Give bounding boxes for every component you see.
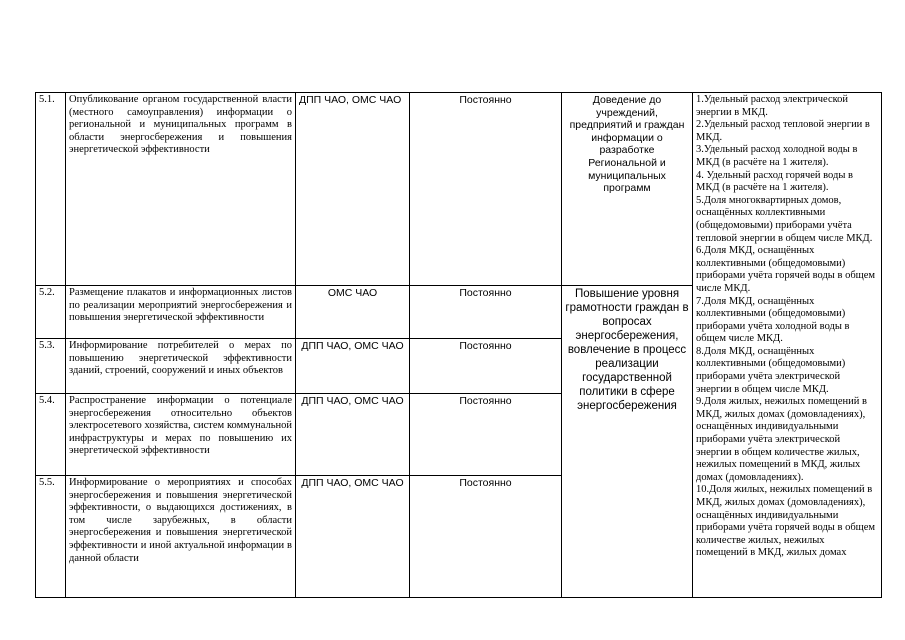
row-number: 5.2. xyxy=(36,286,66,339)
indicator-item: 7.Доля МКД, оснащённых коллективными (общедомовыми) приборами учёта холодной воды в общем числе МКД. xyxy=(696,295,850,345)
row-number: 5.1. xyxy=(36,93,66,286)
program-measures-table xyxy=(35,92,882,598)
indicator-item: 5.Доля многоквартирных домов, оснащённых коллективными (общедомовыми) приборами учёта тепловой энергии в общем числе МКД. xyxy=(696,194,873,244)
indicator-item: 4. Удельный расход горячей воды в МКД (в расчёте на 1 жителя). xyxy=(696,169,853,194)
executor: ДПП ЧАО, ОМС ЧАО xyxy=(296,476,410,598)
indicator-item: 8.Доля МКД, оснащённых коллективными (общедомовыми) приборами учёта электрической энергии в общем числе МКД. xyxy=(696,345,846,395)
expected-result: Доведение до учреждений, предприятий и граждан информации о разработке Региональной и муниципальных программ xyxy=(562,93,693,286)
executor: ДПП ЧАО, ОМС ЧАО xyxy=(296,339,410,394)
executor: ОМС ЧАО xyxy=(296,286,410,339)
indicator-item: 3.Удельный расход холодной воды в МКД (в расчёте на 1 жителя). xyxy=(696,144,858,168)
table-row xyxy=(36,93,882,286)
period: Постоянно xyxy=(410,476,562,598)
expected-result: Повышение уровня грамотности граждан в вопросах энергосбережения, вовлечение в процесс реализации государственной политики в сфере энергосбережения xyxy=(562,286,693,598)
measure-description: Размещение плакатов и информационных листов по реализации мероприятий энергосбережения и повышения энергетической эффективности xyxy=(66,286,296,339)
row-number: 5.5. xyxy=(36,476,66,598)
period: Постоянно xyxy=(410,339,562,394)
period: Постоянно xyxy=(410,286,562,339)
indicator-item: 1.Удельный расход электрической энергии в МКД. xyxy=(696,94,849,118)
period: Постоянно xyxy=(410,93,562,286)
measure-description: Распространение информации о потенциале энергосбережения относительно объектов электросетевого хозяйства, систем коммунальной инфраструктуры и мерах по повышению их энергетической эффективности xyxy=(66,394,296,476)
executor: ДПП ЧАО, ОМС ЧАО xyxy=(296,394,410,476)
measure-description: Информирование о мероприятиях и способах энергосбережения и повышения энергетической эффективности, о выдающихся достижениях, в том числе зарубежных, в области энергосбережения и повышения энергетической эффективности и иной актуальной информации в данной области xyxy=(66,476,296,598)
indicator-item: 2.Удельный расход тепловой энергии в МКД. xyxy=(696,119,870,143)
indicator-item: 9.Доля жилых, нежилых помещений в МКД, жилых домах (домовладениях), оснащённых индивидуальными приборами учёта электрической энергии в общем количестве жилых, нежилых помещений в МКД, жилых домах (домовладениях). xyxy=(696,396,867,483)
period: Постоянно xyxy=(410,394,562,476)
indicator-item: 6.Доля МКД, оснащённых коллективными (общедомовыми) приборами учёта горячей воды в общем числе МКД. xyxy=(696,245,876,294)
indicator-item: 10.Доля жилых, нежилых помещений в МКД, жилых домах (домовладениях), оснащённых индивидуальными приборами учёта горячей воды в общем количестве жилых, нежилых помещений в МКД, жилых домах xyxy=(696,484,876,559)
measure-description: Информирование потребителей о мерах по повышению энергетической эффективности зданий, строений, сооружений и иных объектов xyxy=(66,339,296,394)
executor: ДПП ЧАО, ОМС ЧАО xyxy=(296,93,410,286)
measure-description: Опубликование органом государственной власти (местного самоуправления) информации о региональной и муниципальных программ в области энергосбережения и повышения энергетической эффективности xyxy=(66,93,296,286)
row-number: 5.4. xyxy=(36,394,66,476)
indicators-cell xyxy=(693,93,882,598)
row-number: 5.3. xyxy=(36,339,66,394)
